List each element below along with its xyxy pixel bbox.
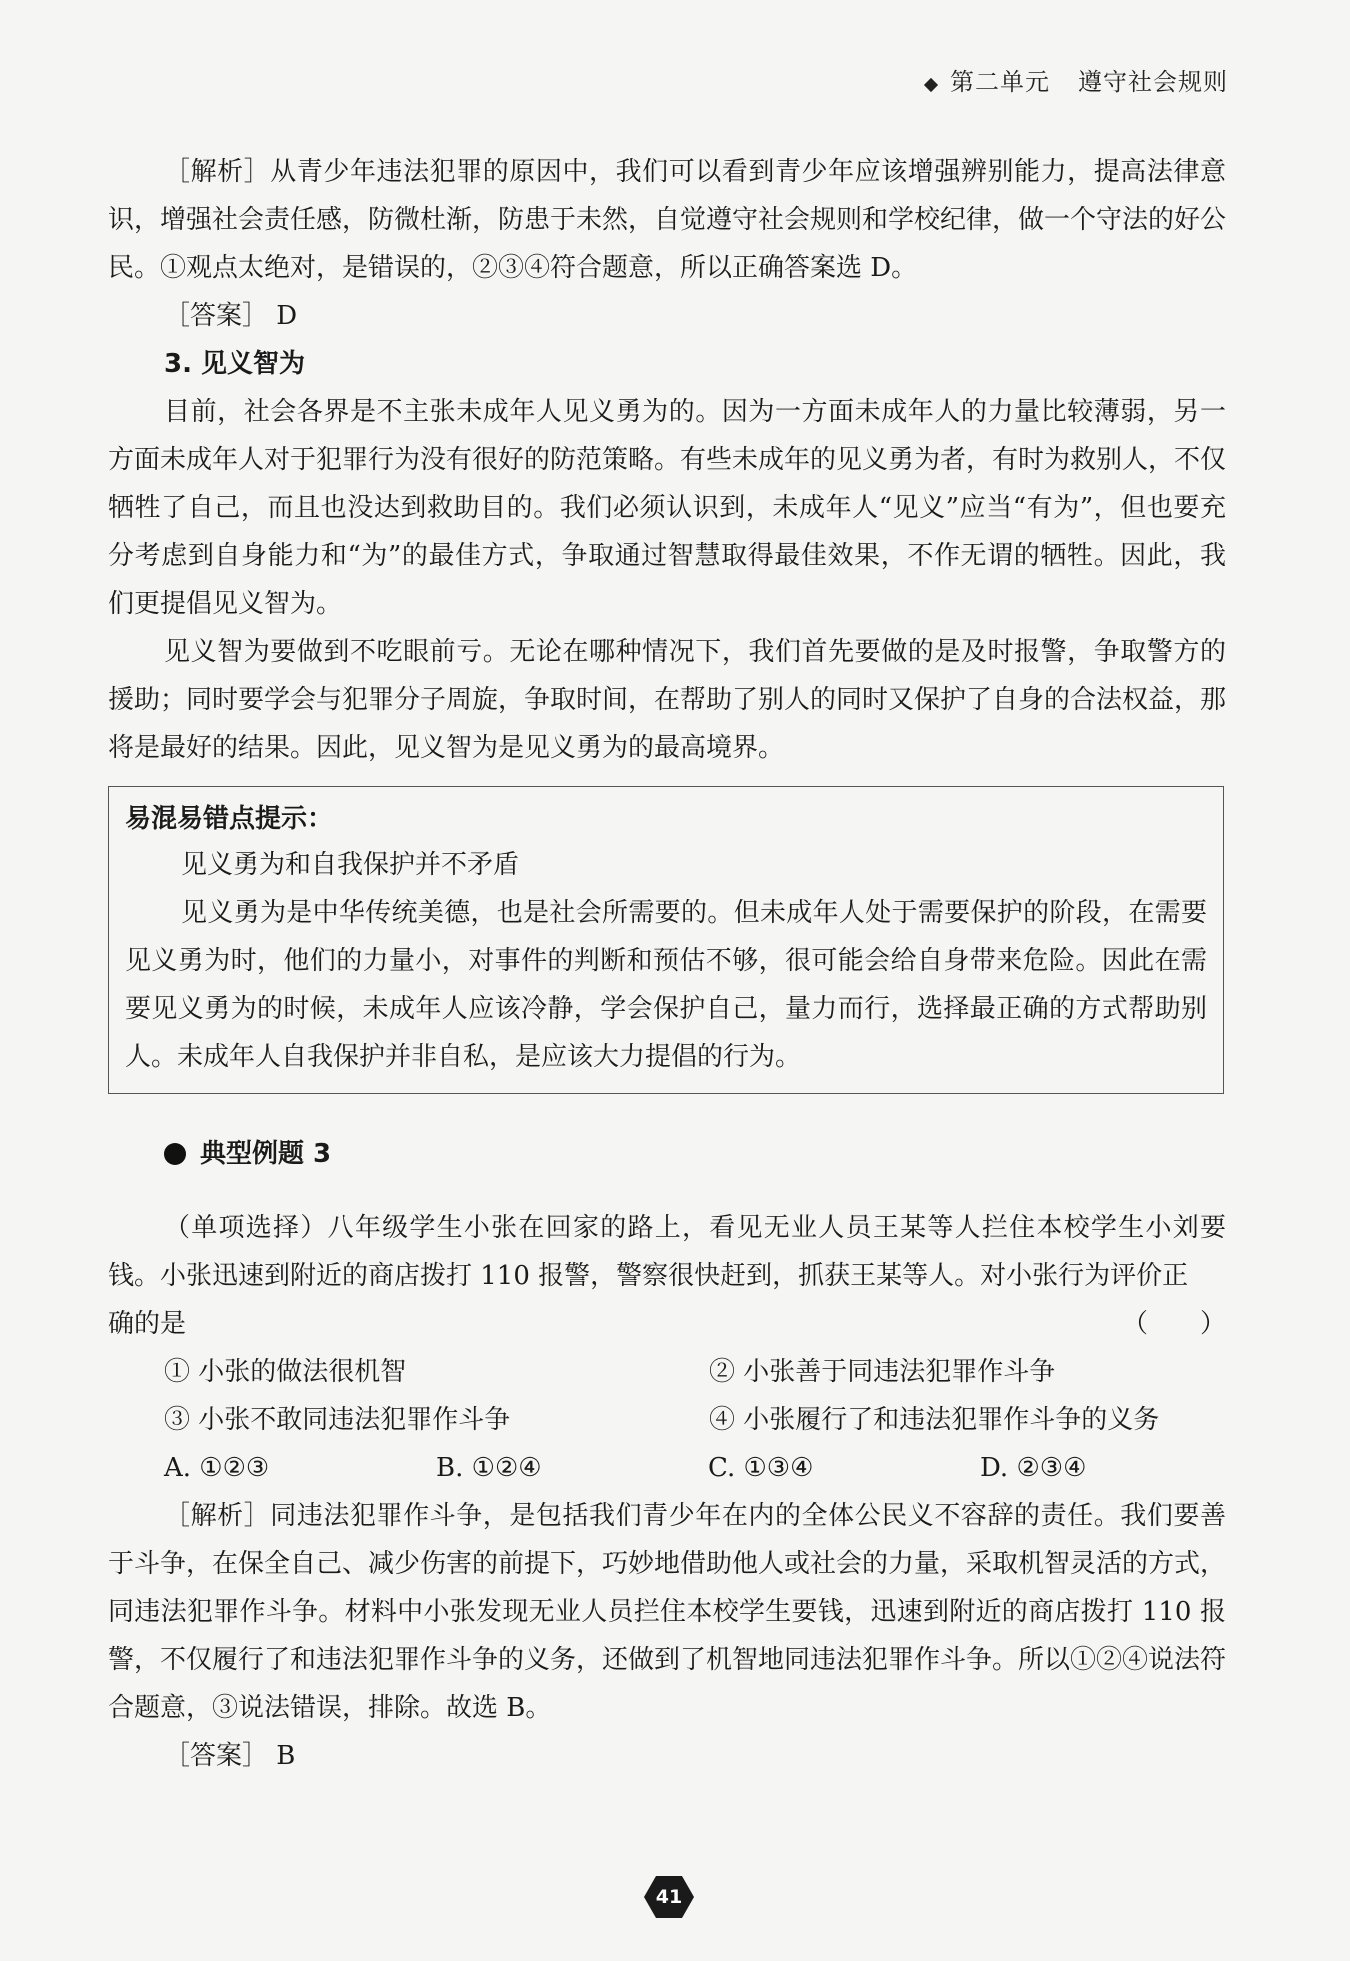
answer-value: D (276, 301, 298, 331)
statement-item: ① 小张的做法很机智 (164, 1357, 407, 1387)
choice-option-d: D. ②③④ (980, 1453, 1087, 1483)
topic-paragraph-1: 目前，社会各界是不主张未成年人见义勇为的。因为一方面未成年人的力量比较薄弱，另一方面未成年人对于犯罪行为没有很好的防范策略。有些未成年的见义勇为者，有时为救别人，不仅牺牲了自己，而且也没达到救助目的。我们必须认识到，未成年人“见义”应当“有为”，但也要充分考虑到自身能力和“为”的最佳方式，争取通过智慧取得最佳效果，不作无谓的牺牲。因此，我们更提倡见义智为。 (108, 397, 1227, 619)
page-content (108, 148, 1226, 1780)
analysis-tag: ［解析］ (164, 1501, 271, 1531)
statement-item: ④ 小张履行了和违法犯罪作斗争的义务 (709, 1405, 1160, 1435)
topic-paragraph-2: 见义智为要做到不吃眼前亏。无论在哪种情况下，我们首先要做的是及时报警，争取警方的援助；同时要学会与犯罪分子周旋，争取时间，在帮助了别人的同时又保护了自身的合法权益，那将是最好的结果。因此，见义智为是见义勇为的最高境界。 (108, 637, 1227, 763)
example-heading (164, 1130, 1226, 1178)
analysis-text: 从青少年违法犯罪的原因中，我们可以看到青少年应该增强辨别能力，提高法律意识，增强社会责任感，防微杜渐，防患于未然，自觉遵守社会规则和学校纪律，做一个守法的好公民。①观点太绝对，是错误的，②③④符合题意，所以正确答案选 D。 (108, 157, 1227, 283)
unit-title: 遵守社会规则 (1078, 68, 1228, 96)
analysis-paragraph-1 (108, 148, 1226, 292)
tip-box-body: 见义勇为是中华传统美德，也是社会所需要的。但未成年人处于需要保护的阶段，在需要见义勇为时，他们的力量小，对事件的判断和预估不够，很可能会给自身带来危险。因此在需要见义勇为的时候，未成年人应该冷静，学会保护自己，量力而行，选择最正确的方式帮助别人。未成年人自我保护并非自私，是应该大力提倡的行为。 (125, 898, 1207, 1072)
choice-option-b: B. ①②④ (436, 1453, 542, 1483)
example-title: 典型例题 3 (200, 1139, 332, 1169)
analysis-tag: ［解析］ (164, 157, 271, 187)
answer-value: B (276, 1741, 296, 1771)
topic-heading: 3. 见义智为 (164, 349, 306, 379)
question-tail: 确的是 (108, 1309, 187, 1339)
choice-options (108, 1444, 1226, 1492)
answer-line-1 (108, 292, 1226, 340)
question-last-line (108, 1300, 1226, 1348)
answer-line-2 (108, 1732, 1226, 1780)
bullet-dot-icon (164, 1143, 186, 1165)
answer-tag: ［答案］ (164, 1741, 269, 1771)
tip-box-subtitle: 见义勇为和自我保护并不矛盾 (181, 850, 520, 880)
choice-option-a: A. ①②③ (164, 1453, 270, 1483)
tip-box (108, 786, 1224, 1094)
analysis-text: 同违法犯罪作斗争，是包括我们青少年在内的全体公民义不容辞的责任。我们要善于斗争，在保全自己、减少伤害的前提下，巧妙地借助他人或社会的力量，采取机智灵活的方式，同违法犯罪作斗争。材料中小张发现无业人员拦住本校学生要钱，迅速到附近的商店拨打 110 报警，不仅履行了和违法犯罪作斗争的义务，还做到了机智地同违法犯罪作斗争。所以①②④说法符合题意，③说法错误，排除。故选 B。 (108, 1501, 1227, 1723)
analysis-paragraph-2 (108, 1492, 1226, 1732)
unit-label: 第二单元 (950, 68, 1050, 96)
diamond-bullet-icon (924, 77, 938, 91)
tip-box-title: 易混易错点提示： (125, 804, 334, 834)
page-number: 41 (655, 1886, 683, 1908)
answer-tag: ［答案］ (164, 301, 269, 331)
answer-blank: （ ） (1121, 1309, 1226, 1339)
statement-item: ② 小张善于同违法犯罪作斗争 (709, 1357, 1056, 1387)
running-header (926, 62, 1228, 97)
statement-item: ③ 小张不敢同违法犯罪作斗争 (164, 1405, 511, 1435)
choice-option-c: C. ①③④ (708, 1453, 814, 1483)
page-number-badge (643, 1874, 695, 1920)
question-text: （单项选择）八年级学生小张在回家的路上，看见无业人员王某等人拦住本校学生小刘要钱。小张迅速到附近的商店拨打 110 报警，警察很快赶到，抓获王某等人。对小张行为评价正 (108, 1213, 1226, 1291)
statement-list (108, 1348, 1226, 1444)
